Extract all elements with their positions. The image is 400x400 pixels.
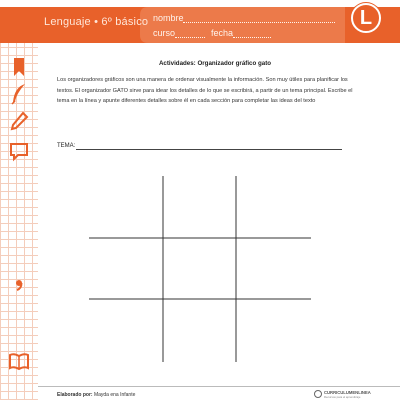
course-label: curso [153,28,176,38]
subject-label: Lenguaje • 6º básico [44,16,149,28]
author-name: Mayda ena Infante [93,392,136,398]
date-label: fecha [211,28,234,38]
brand-logo-icon [314,390,322,398]
brand-tagline: Recursos para el aprendizaje [324,395,361,399]
footer-divider [38,386,400,387]
instructions-paragraph: Los organizadores gráficos son una manera de ordenar visualmente la información. Son muy útiles para planificar los textos. El organizador GATO sirve para idear los detalles de lo que se escribirá, a partir de un tema principal. Escribe el tema en la línea y apunte diferentes detalles sobre él en cada sección para completar las ideas del texto [57,77,353,104]
author-prefix: Elaborado por: [57,392,93,398]
author-credit [57,392,135,398]
brand-name: CURRICULUMENLINEA [324,390,371,395]
activity-title: Actividades: Organizador gráfico gato [158,60,272,67]
name-label: nombre [153,13,184,23]
topic-label: TEMA: [57,143,76,149]
subject-logo-letter: L [359,7,373,29]
